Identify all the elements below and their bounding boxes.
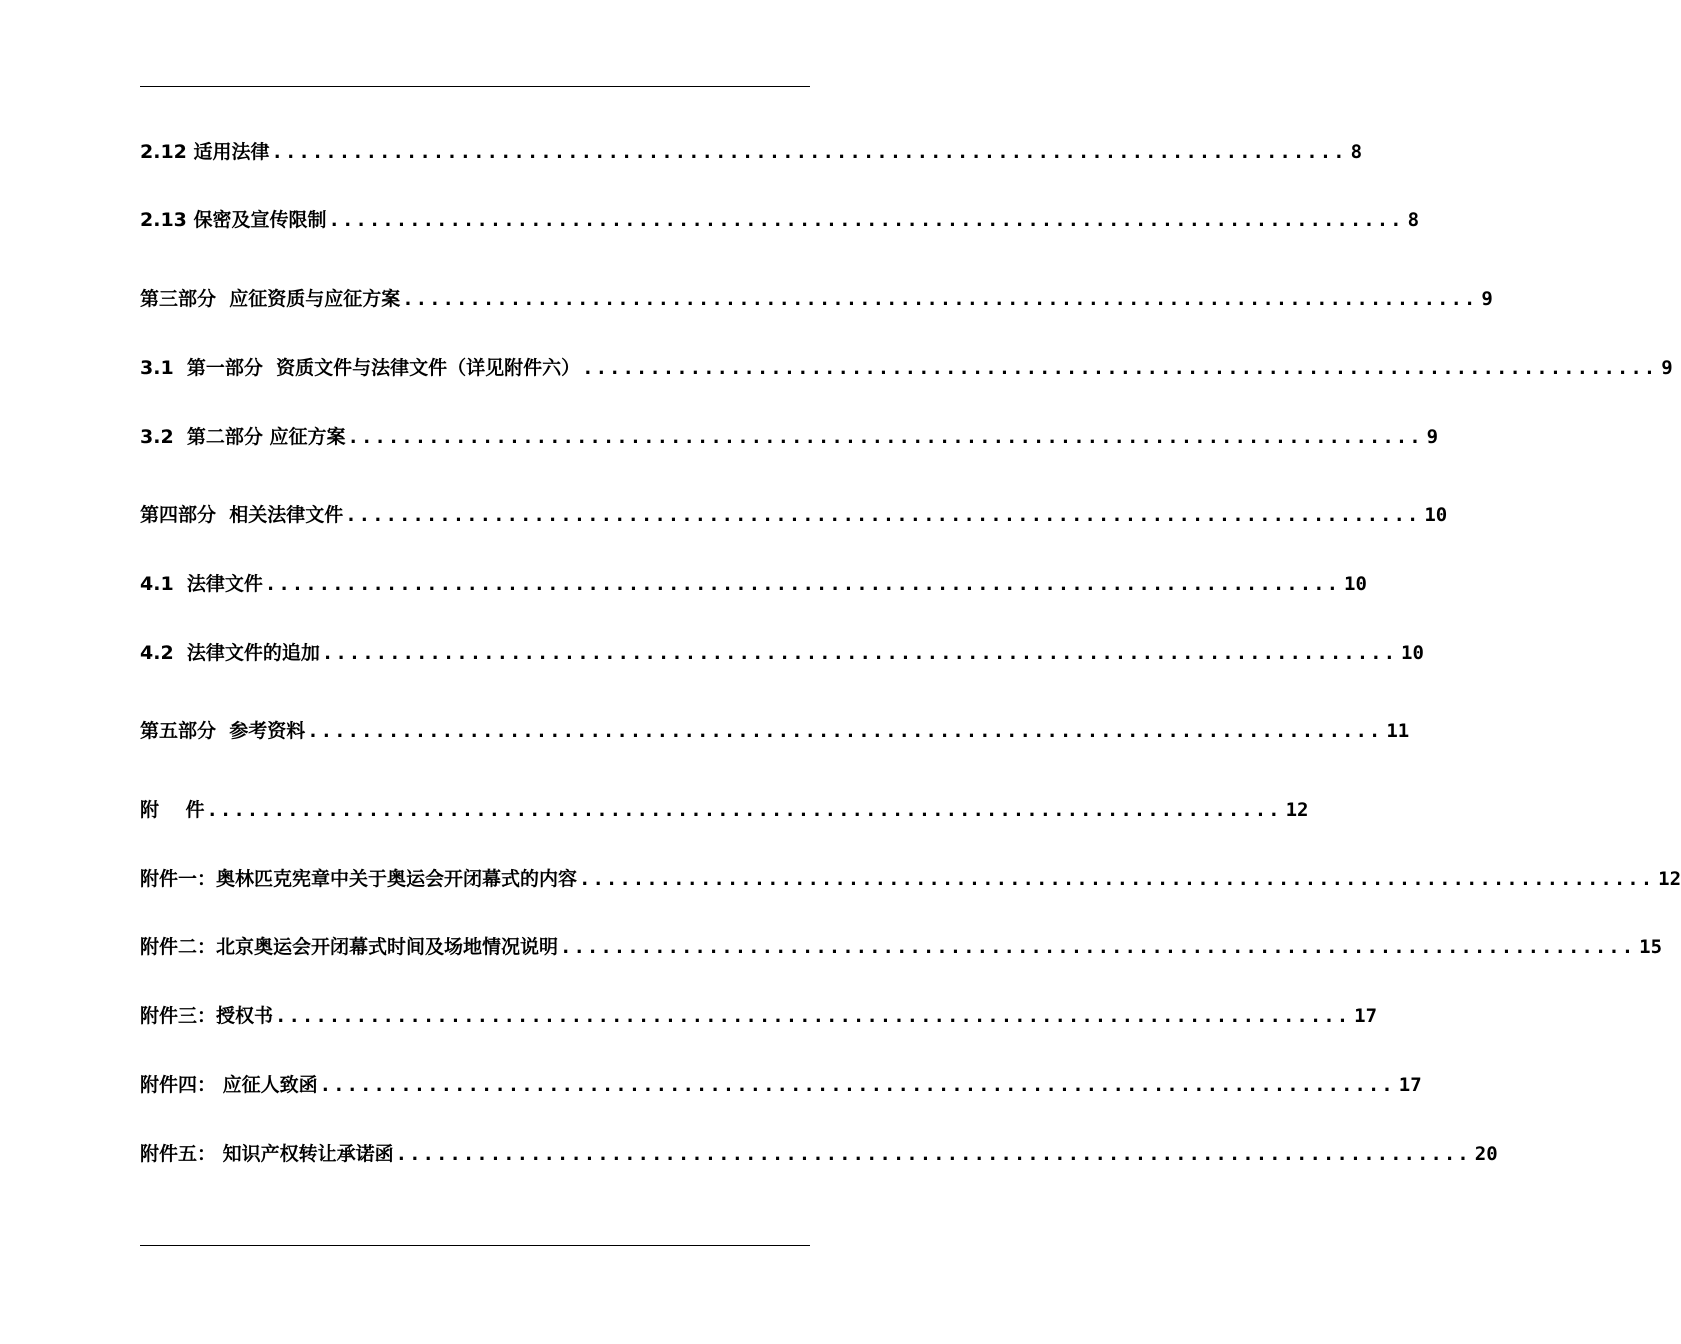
toc-entry-label: 附件三：授权书	[140, 1005, 274, 1027]
toc-entry[interactable]	[140, 569, 1367, 599]
toc-leader-dots: ................................................................................	[328, 209, 1404, 231]
toc-entry[interactable]	[140, 137, 1363, 167]
toc-leader-dots: ................................................................................	[271, 141, 1347, 163]
toc-page-number: 15	[1639, 936, 1663, 958]
toc-entry[interactable]	[140, 500, 1448, 530]
toc-entry-label: 4.2 法律文件的追加	[140, 642, 320, 664]
toc-leader-dots: ................................................................................	[395, 1143, 1471, 1165]
toc-leader-dots: ................................................................................	[579, 868, 1655, 890]
toc-leader-dots: ................................................................................	[321, 642, 1398, 664]
toc-leader-dots: ................................................................................	[345, 504, 1421, 526]
toc-entry[interactable]	[140, 716, 1410, 746]
toc-entry[interactable]	[140, 353, 1673, 383]
toc-entry-label: 第三部分 应征资质与应征方案	[140, 288, 401, 310]
toc-entry[interactable]	[140, 1070, 1422, 1100]
toc-entry[interactable]	[140, 205, 1420, 235]
toc-entry-label: 附件一：奥林匹克宪章中关于奥运会开闭幕式的内容	[140, 868, 578, 890]
toc-leader-dots: ................................................................................	[319, 1074, 1395, 1096]
toc-page-number: 8	[1350, 141, 1363, 163]
toc-leader-dots: ................................................................................	[264, 573, 1341, 595]
toc-entry[interactable]	[140, 1001, 1378, 1031]
toc-page-number: 8	[1407, 209, 1420, 231]
footer-rule	[140, 1245, 810, 1246]
toc-entry-label: 3.2 第二部分 应征方案	[140, 426, 346, 448]
toc-entry[interactable]	[140, 795, 1309, 825]
toc-page-number: 17	[1398, 1074, 1422, 1096]
toc-entry[interactable]	[140, 284, 1493, 314]
toc-entry[interactable]	[140, 864, 1681, 894]
toc-page-number: 9	[1481, 288, 1493, 310]
toc-leader-dots: ................................................................................	[206, 799, 1282, 821]
toc-entry-label: 附件五： 知识产权转让承诺函	[140, 1143, 394, 1165]
toc-entry-label: 第四部分 相关法律文件	[140, 504, 344, 526]
toc-entry[interactable]	[140, 932, 1663, 962]
toc-page-number: 10	[1424, 504, 1448, 526]
toc-entry-label: 附件二：北京奥运会开闭幕式时间及场地情况说明	[140, 936, 559, 958]
toc-entry-label: 2.12 适用法律	[140, 141, 270, 163]
toc-page-number: 12	[1285, 799, 1309, 821]
toc-page-number: 20	[1474, 1143, 1498, 1165]
toc-entry-label: 附件四： 应征人致函	[140, 1074, 318, 1096]
toc-page-number: 12	[1658, 868, 1681, 890]
toc-page-number: 9	[1661, 357, 1673, 379]
toc-page-number: 9	[1426, 426, 1439, 448]
toc-entry[interactable]	[140, 422, 1439, 452]
toc-entry-label: 3.1 第一部分 资质文件与法律文件（详见附件六）	[140, 357, 581, 379]
toc-leader-dots: ................................................................................	[347, 426, 1423, 448]
toc-page-number: 10	[1344, 573, 1367, 595]
toc-entry-label: 2.13 保密及宣传限制	[140, 209, 327, 231]
toc-leader-dots: ................................................................................	[560, 936, 1636, 958]
toc-entry-label: 附 件	[140, 799, 205, 821]
toc-entry[interactable]	[140, 1139, 1498, 1169]
header-rule	[140, 86, 810, 87]
toc-entry-label: 第五部分 参考资料	[140, 720, 306, 742]
toc-entry[interactable]	[140, 638, 1424, 668]
toc-leader-dots: ................................................................................	[275, 1005, 1351, 1027]
toc-page-number: 11	[1386, 720, 1410, 742]
toc-page-number: 10	[1401, 642, 1424, 664]
toc-leader-dots: ................................................................................	[307, 720, 1383, 742]
toc-leader-dots: ................................................................................	[402, 288, 1478, 310]
toc-leader-dots: ................................................................................	[582, 357, 1658, 379]
toc-page-number: 17	[1354, 1005, 1378, 1027]
toc-entry-label: 4.1 法律文件	[140, 573, 263, 595]
